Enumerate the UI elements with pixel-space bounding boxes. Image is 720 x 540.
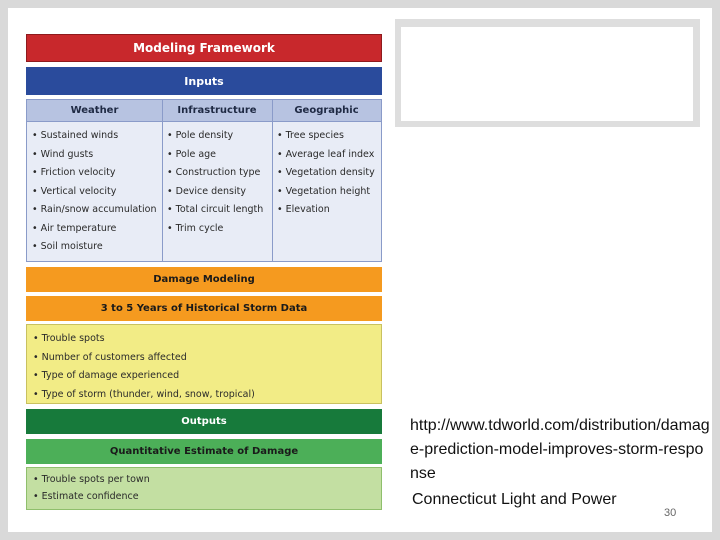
infrastructure-column — [162, 122, 272, 261]
geographic-list — [277, 127, 381, 220]
historical-data-header: 3 to 5 Years of Historical Storm Data — [26, 296, 382, 321]
inputs-header: Inputs — [26, 67, 382, 95]
page-number: 30 — [664, 507, 677, 519]
inputs-table — [26, 99, 382, 262]
list-item: • Total circuit length — [167, 201, 272, 220]
list-item: • Vegetation height — [277, 183, 381, 202]
list-item: • Device density — [167, 183, 272, 202]
list-item: • Wind gusts — [32, 146, 162, 165]
list-item: • Trouble spots — [33, 330, 381, 349]
image-placeholder-inner — [401, 27, 693, 121]
list-item: • Type of storm (thunder, wind, snow, tropical) — [33, 386, 381, 405]
list-item: • Type of damage experienced — [33, 367, 381, 386]
list-item: • Trim cycle — [167, 220, 272, 239]
historical-data-list — [33, 330, 381, 404]
list-item: • Friction velocity — [32, 164, 162, 183]
figure-title: Modeling Framework — [26, 34, 382, 62]
list-item: • Pole age — [167, 146, 272, 165]
geographic-header: Geographic — [272, 100, 381, 122]
list-item: • Tree species — [277, 127, 381, 146]
weather-header: Weather — [27, 100, 162, 122]
list-item: • Pole density — [167, 127, 272, 146]
list-item: • Rain/snow accumulation — [32, 201, 162, 220]
infrastructure-header: Infrastructure — [162, 100, 272, 122]
source-attribution: Connecticut Light and Power — [412, 491, 617, 508]
list-item: • Vertical velocity — [32, 183, 162, 202]
list-item: • Trouble spots per town — [33, 471, 381, 488]
list-item: • Sustained winds — [32, 127, 162, 146]
list-item: • Vegetation density — [277, 164, 381, 183]
damage-estimate-list — [33, 471, 381, 505]
weather-list — [32, 127, 162, 257]
historical-data-box — [26, 324, 382, 404]
list-item: • Average leaf index — [277, 146, 381, 165]
list-item: • Air temperature — [32, 220, 162, 239]
damage-estimate-header: Quantitative Estimate of Damage — [26, 439, 382, 464]
outputs-header: Outputs — [26, 409, 382, 434]
geographic-column — [272, 122, 381, 261]
damage-modeling-header: Damage Modeling — [26, 267, 382, 292]
source-link[interactable]: http://www.tdworld.com/distribution/damage-prediction-model-improves-storm-response — [410, 417, 710, 482]
list-item: • Soil moisture — [32, 238, 162, 257]
list-item: • Elevation — [277, 201, 381, 220]
list-item: • Construction type — [167, 164, 272, 183]
weather-column — [27, 122, 162, 261]
list-item: • Number of customers affected — [33, 349, 381, 368]
modeling-framework-figure — [26, 34, 382, 510]
list-item: • Estimate confidence — [33, 488, 381, 505]
infrastructure-list — [167, 127, 272, 238]
image-placeholder — [395, 19, 700, 127]
damage-estimate-box — [26, 467, 382, 510]
